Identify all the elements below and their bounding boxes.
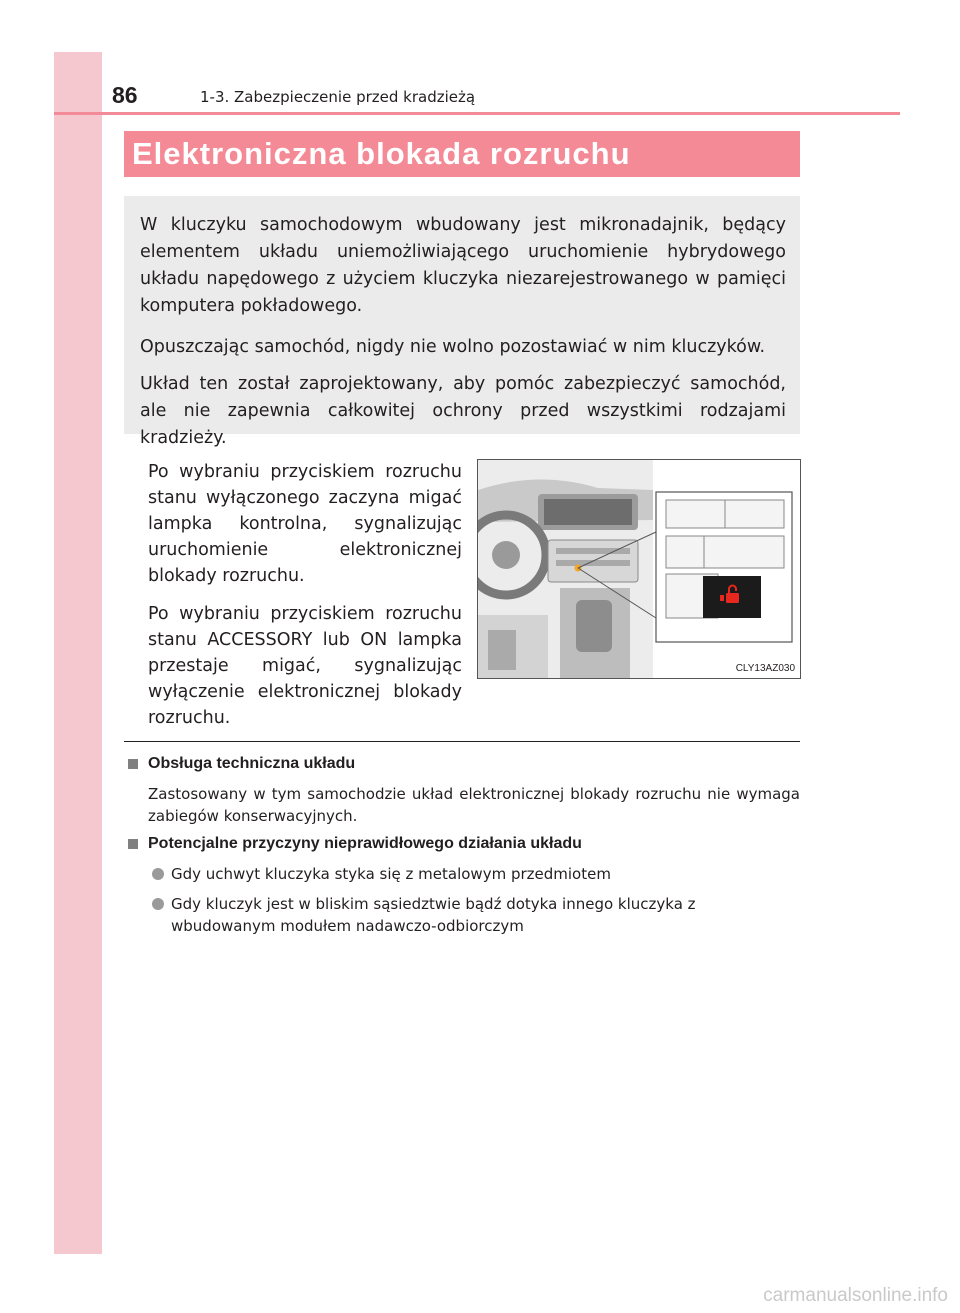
- intro-paragraph-2: Opuszczając samochód, nigdy nie wolno pozostawiać w nim kluczyków.: [140, 337, 766, 357]
- section-text-maintenance: Zastosowany w tym samochodzie układ elektronicznej blokady rozruchu nie wymaga zabiegów konserwacyjnych.: [148, 785, 800, 825]
- separator-rule: [124, 741, 800, 742]
- intro-paragraph-1: W kluczyku samochodowym wbudowany jest mikronadajnik, będący elementem układu uniemożliwiającego uruchomienie hybrydowego układu napędowego z użyciem kluczyka niezarejestrowanego w pamięci komputera pokładowego.: [140, 215, 786, 316]
- page-number: 86: [112, 82, 138, 108]
- body-paragraph-1: Po wybraniu przyciskiem rozruchu stanu wyłączonego zaczyna migać lampka kontrolna, sygnalizując uruchomienie elektronicznej blokady rozruchu.: [148, 462, 462, 586]
- round-bullet-icon: [152, 868, 164, 880]
- side-band: [54, 52, 102, 1254]
- square-bullet-icon: [128, 759, 138, 769]
- header-rule: [54, 112, 900, 115]
- bullet-item-1: Gdy uchwyt kluczyka styka się z metalowym przedmiotem: [171, 865, 611, 883]
- section-heading-maintenance: Obsługa techniczna układu: [148, 755, 356, 772]
- intro-paragraph-3: Układ ten został zaprojektowany, aby pomóc zabezpieczyć samochód, ale nie zapewnia całkowitej ochrony przed wszystkimi rodzajami kradzieży.: [140, 374, 786, 448]
- section-title: Elektroniczna blokada rozruchu: [132, 136, 631, 171]
- body-paragraph-2: Po wybraniu przyciskiem rozruchu stanu ACCESSORY lub ON lampka przestaje migać, sygnalizując wyłączenie elektronicznej blokady rozruchu.: [148, 604, 462, 728]
- watermark: carmanualsonline.info: [763, 1285, 948, 1306]
- dashboard-drawing: [478, 460, 800, 678]
- section-heading-malfunction: Potencjalne przyczyny nieprawidłowego działania układu: [148, 835, 582, 852]
- bullet-item-2: Gdy kluczyk jest w bliskim sąsiedztwie bądź dotyka innego kluczyka z wbudowanym modułem nadawczo-odbiorczym: [171, 895, 696, 935]
- intro-box: [124, 196, 800, 448]
- section-title-bar: [124, 131, 800, 177]
- round-bullet-icon: [152, 898, 164, 910]
- dashboard-illustration: [477, 459, 801, 679]
- square-bullet-icon: [128, 839, 138, 849]
- illustration-code: CLY13AZ030: [735, 663, 795, 674]
- chapter-title: 1-3. Zabezpieczenie przed kradzieżą: [200, 88, 476, 106]
